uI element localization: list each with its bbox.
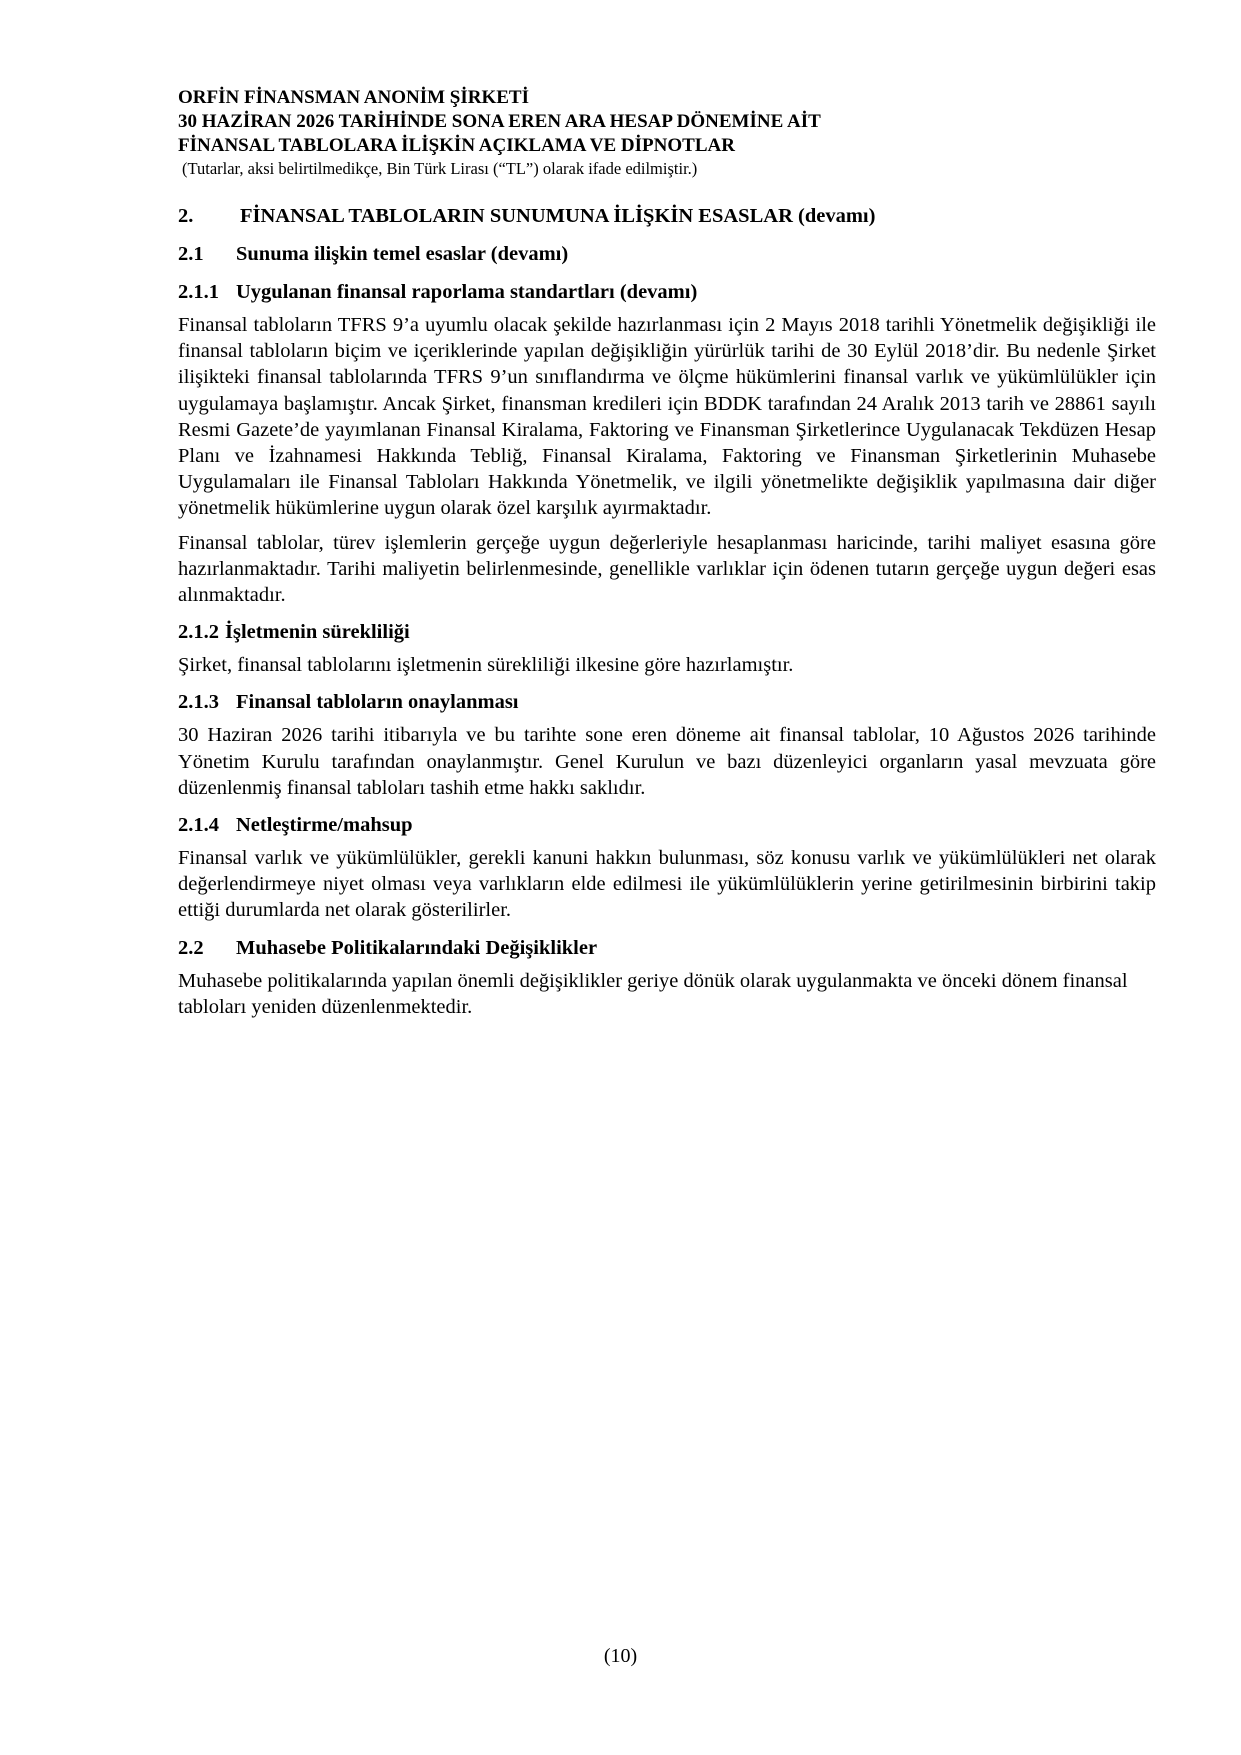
section-2-1-2-heading — [178, 618, 1156, 646]
paragraph: Finansal tablolar, türev işlemlerin gerçeğe uygun değerleriyle hesaplanması haricinde, tarihi maliyet esasına göre hazırlanmaktadır. Tarihi maliyetin belirlenmesinde, genellikle varlıklar için ödenen tutarın gerçeğe uygun değeri esas alınmaktadır. — [178, 531, 1156, 607]
paragraph: Şirket, finansal tablolarını işletmenin sürekliliği ilkesine göre hazırlamıştır. — [178, 654, 794, 677]
section-title-text: Finansal tabloların onaylanması — [236, 691, 519, 714]
section-number: 2.1.3 — [178, 691, 219, 714]
section-number: 2.1 — [178, 243, 204, 265]
section-number: 2. — [178, 205, 194, 227]
section-2-1-1-heading — [178, 278, 1156, 306]
document-page — [178, 86, 1156, 1020]
paragraph: Finansal tabloların TFRS 9’a uyumlu olacak şekilde hazırlanması için 2 Mayıs 2018 tarihli Yönetmelik değişikliği ile finansal tabloların biçim ve içeriklerinde yapılan değişikliğin yürürlük tarihi de 30 Eylül 2018’dir. Bu nedenle Şirket ilişikteki finansal tablolarında TFRS 9’un sınıflandırma ve ölçme hükümlerini finansal varlık ve yükümlülükler için uygulamaya başlamıştır. Ancak Şirket, finansman kredileri için BDDK tarafından 24 Aralık 2013 tarih ve 28861 sayılı Resmi Gazete’de yayımlanan Finansal Kiralama, Faktoring ve Finansman Şirketlerince Uygulanacak Tekdüzen Hesap Planı ve İzahnamesi Hakkında Tebliğ, Finansal Kiralama, Faktoring ve Finansman Şirketlerinin Muhasebe Uygulamaları ile Finansal Tabloları Hakkında Yönetmelik, ve ilgili yönetmelikte değişiklik yapılmasına dair diğer yönetmelik hükümlerine uygun olarak özel karşılık ayırmaktadır. — [178, 314, 1156, 520]
section-number: 2.1.1 — [178, 281, 219, 303]
period-line: 30 HAZİRAN 2026 TARİHİNDE SONA EREN ARA HESAP DÖNEMİNE AİT — [178, 111, 821, 132]
paragraph: Muhasebe politikalarında yapılan önemli değişiklikler geriye dönük olarak uygulanmakta ve önceki dönem finansal tabloları yeniden düzenlenmektedir. — [178, 969, 1128, 1018]
section-2-1-heading — [178, 240, 1156, 268]
section-number: 2.1.4 — [178, 814, 219, 837]
section-title-text: FİNANSAL TABLOLARIN SUNUMUNA İLİŞKİN ESASLAR (devamı) — [240, 205, 876, 227]
page-number: (10) — [603, 1645, 638, 1667]
document-header — [178, 86, 1156, 180]
section-title-text: Uygulanan finansal raporlama standartları (devamı) — [236, 281, 698, 303]
section-number: 2.2 — [178, 936, 204, 959]
section-2-1-3-heading — [178, 688, 1156, 716]
section-title-text: Netleştirme/mahsup — [236, 814, 413, 837]
section-2-2-heading — [178, 934, 1156, 962]
paragraph: Finansal varlık ve yükümlülükler, gerekli kanuni hakkın bulunması, söz konusu varlık ve yükümlülükleri net olarak değerlendirmeye niyet olması veya varlıkların elde edilmesi ile yükümlülüklerin yerine getirilmesinin birbirini takip ettiği durumlarda net olarak gösterilirler. — [178, 847, 1156, 922]
section-2-heading — [178, 202, 1156, 230]
section-title-text: İşletmenin sürekliliği — [225, 621, 410, 644]
section-2-1-4-heading — [178, 811, 1156, 839]
section-title-text: Sunuma ilişkin temel esaslar (devamı) — [236, 243, 569, 265]
section-number: 2.1.2 — [178, 621, 219, 644]
section-title-text: Muhasebe Politikalarındaki Değişiklikler — [236, 936, 598, 959]
document-title: FİNANSAL TABLOLARA İLİŞKİN AÇIKLAMA VE DİPNOTLAR — [178, 135, 735, 156]
currency-note: (Tutarlar, aksi belirtilmedikçe, Bin Türk Lirası (“TL”) olarak ifade edilmiştir.) — [182, 159, 698, 178]
paragraph: 30 Haziran 2026 tarihi itibarıyla ve bu tarihte sone eren döneme ait finansal tablolar, 10 Ağustos 2026 tarihinde Yönetim Kurulu tarafından onaylanmıştır. Genel Kurulun ve bazı düzenleyici organların yasal mevzuata göre düzenlenmiş finansal tabloları tashih etme hakkı saklıdır. — [178, 724, 1156, 799]
company-name: ORFİN FİNANSMAN ANONİM ŞİRKETİ — [178, 87, 529, 108]
